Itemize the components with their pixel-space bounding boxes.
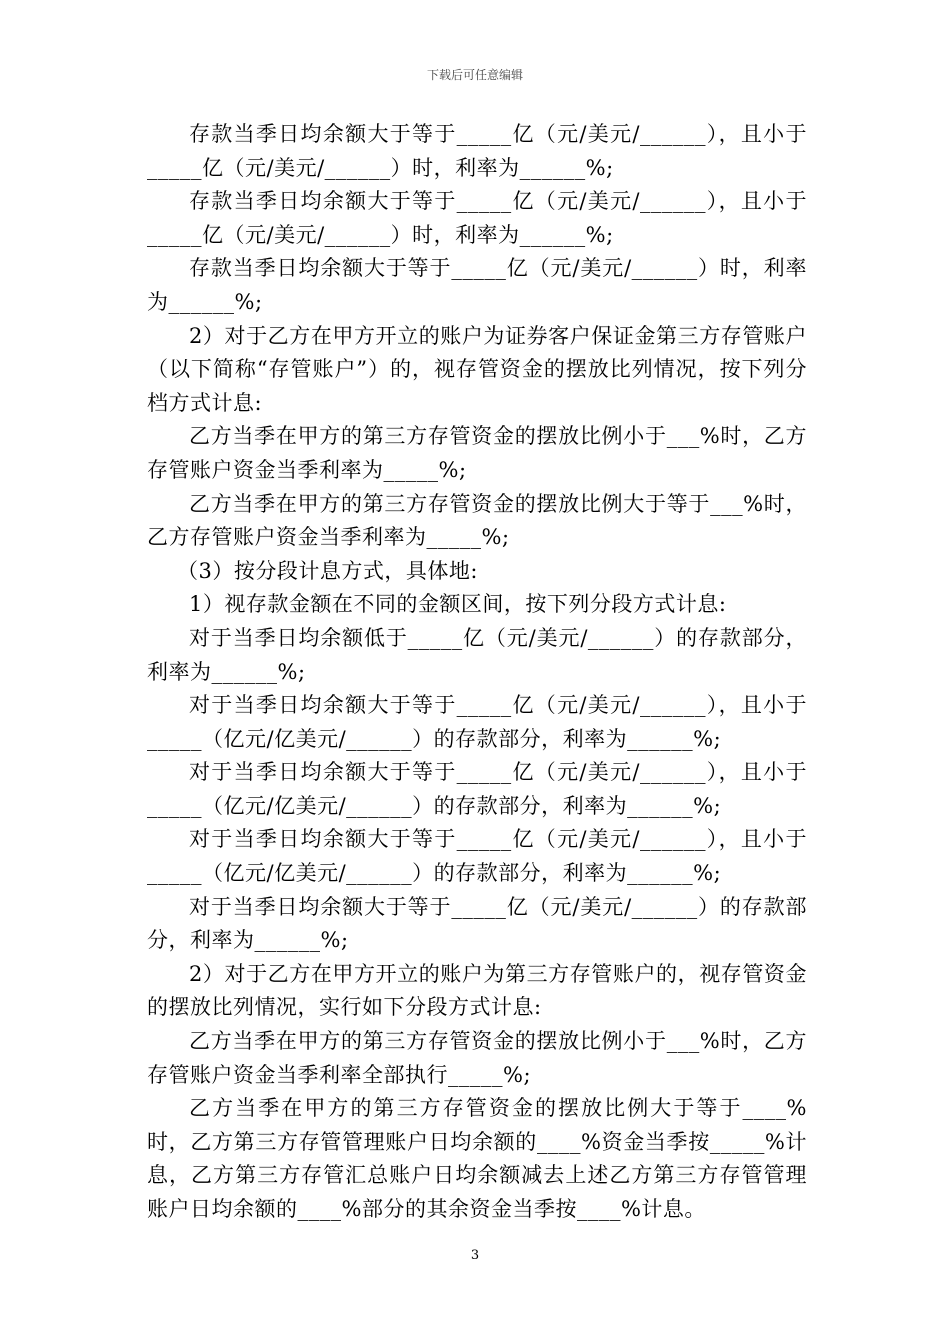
paragraph: （3）按分段计息方式，具体地: bbox=[177, 558, 478, 583]
paragraph: 乙方当季在甲方的第三方存管资金的摆放比例小于___%时，乙方存管账户资金当季利率为_____%; bbox=[147, 424, 807, 482]
paragraph: 对于当季日均余额大于等于_____亿（元/美元/______），且小于_____（亿元/亿美元/______）的存款部分，利率为______%; bbox=[147, 693, 807, 751]
paragraph: 对于当季日均余额低于_____亿（元/美元/______）的存款部分，利率为______%; bbox=[147, 625, 807, 684]
paragraph: 存款当季日均余额大于等于_____亿（元/美元/______），且小于_____亿（元/美元/______）时，利率为______%; bbox=[147, 189, 807, 247]
paragraph: 2）对于乙方在甲方开立的账户为证券客户保证金第三方存管账户（以下简称“存管账户”）的，视存管资金的摆放比列情况，按下列分档方式计息: bbox=[147, 323, 807, 415]
document-body bbox=[147, 118, 807, 1227]
paragraph: 对于当季日均余额大于等于_____亿（元/美元/______），且小于_____（亿元/亿美元/______）的存款部分，利率为______%; bbox=[147, 760, 807, 818]
paragraph: 存款当季日均余额大于等于_____亿（元/美元/______）时，利率为______%; bbox=[147, 256, 807, 314]
page-header: 下载后可任意编辑 bbox=[426, 68, 523, 82]
paragraph: 1）视存款金额在不同的金额区间，按下列分段方式计息: bbox=[189, 592, 727, 617]
paragraph: 对于当季日均余额大于等于_____亿（元/美元/______），且小于_____（亿元/亿美元/______）的存款部分，利率为______%; bbox=[147, 827, 807, 886]
paragraph: 乙方当季在甲方的第三方存管资金的摆放比例小于___%时，乙方存管账户资金当季利率全部执行_____%; bbox=[147, 1029, 807, 1087]
paragraph: 乙方当季在甲方的第三方存管资金的摆放比例大于等于____%时，乙方第三方存管管理账户日均余额的____%资金当季按_____%计息，乙方第三方存管汇总账户日均余额减去上述乙方第三方存管管理账户日均余额的____%部分的其余资金当季按____%计息。 bbox=[147, 1096, 807, 1221]
paragraph: 乙方当季在甲方的第三方存管资金的摆放比例大于等于___%时，乙方存管账户资金当季利率为_____%; bbox=[147, 491, 807, 550]
paragraph: 对于当季日均余额大于等于_____亿（元/美元/______）的存款部分，利率为______%; bbox=[147, 894, 807, 953]
paragraph: 存款当季日均余额大于等于_____亿（元/美元/______），且小于_____亿（元/美元/______）时，利率为______%; bbox=[147, 122, 807, 180]
paragraph: 2）对于乙方在甲方开立的账户为第三方存管账户的，视存管资金的摆放比列情况，实行如下分段方式计息: bbox=[147, 961, 807, 1020]
page-number: 3 bbox=[470, 1248, 480, 1263]
